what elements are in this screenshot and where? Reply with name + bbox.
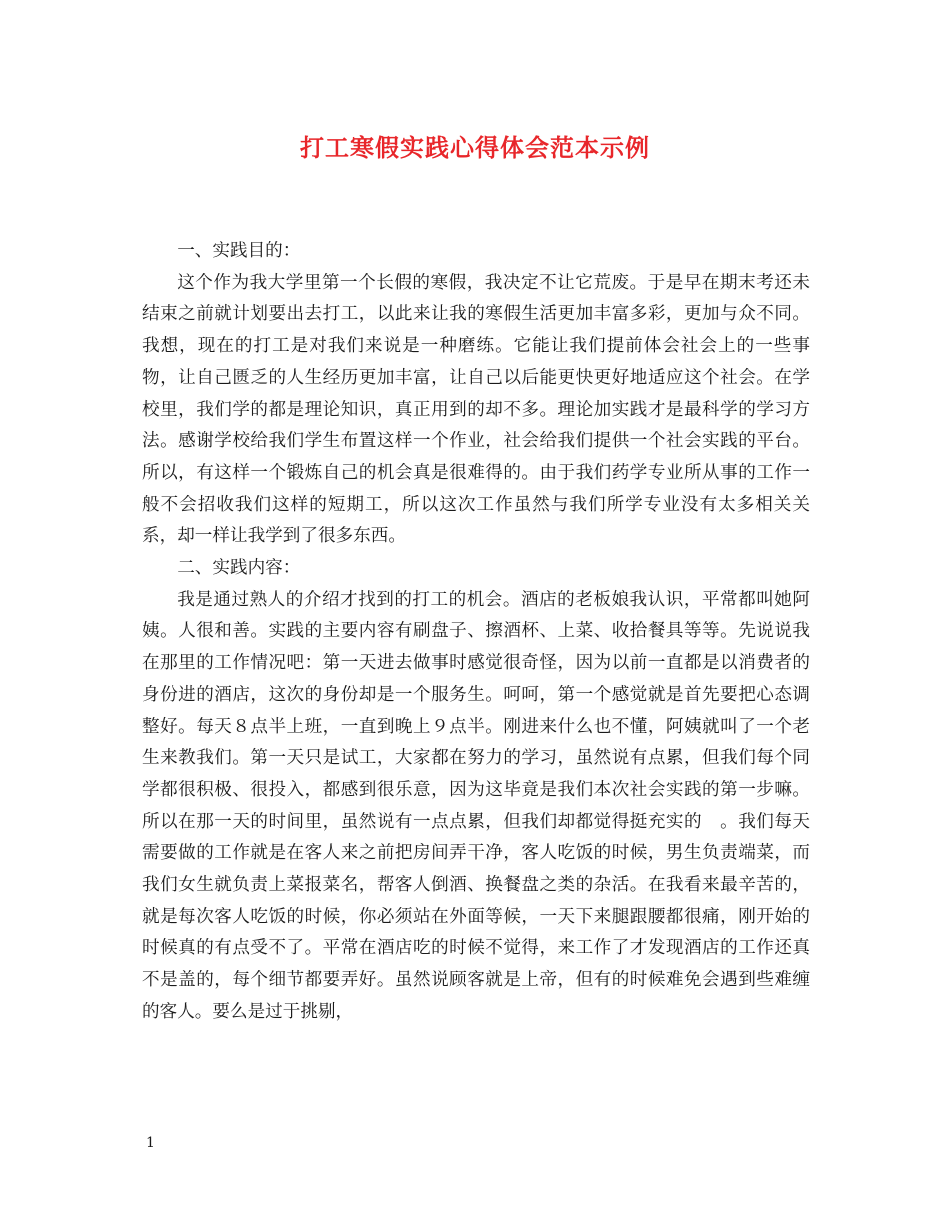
section-heading-content: 二、实践内容： [177,558,301,579]
paragraph-purpose: 这个作为我大学里第一个长假的寒假，我决定不让它荒废。于是早在期末考还未结束之前就计划要出去打工，以此来让我的寒假生活更加丰富多彩，更加与众不同。我想，现在的打工是对我们来说是一种磨练。它能让我们提前体会社会上的一些事物，让自己匮乏的人生经历更加丰富，让自己以后能更快更好地适应这个社会。在学校里，我们学的都是理论知识，真正用到的却不多。理论加实践才是最科学的学习方法。感谢学校给我们学生布置这样一个作业，社会给我们提供一个社会实践的平台。所以，有这样一个锻炼自己的机会真是很难得的。由于我们药学专业所从事的工作一般不会招收我们这样的短期工，所以这次工作虽然与我们所学专业没有太多相关关系，却一样让我学到了很多东西。 [142,272,810,547]
section-heading-purpose: 一、实践目的： [177,241,301,261]
page-number: 1 [146,1135,155,1151]
paragraph-content: 我是通过熟人的介绍才找到的打工的机会。酒店的老板娘我认识，平常都叫她阿姨。人很和善。实践的主要内容有刷盘子、擦酒杯、上菜、收拾餐具等等。先说说我在那里的工作情况吧：第一天进去做事时感觉很奇怪，因为以前一直都是以消费者的身份进的酒店，这次的身份却是一个服务生。呵呵，第一个感觉就是首先要把心态调整好。每天８点半上班，一直到晚上９点半。刚进来什么也不懂，阿姨就叫了一个老生来教我们。第一天只是试工，大家都在努力的学习，虽然说有点累，但我们每个同学都很积极、很投入，都感到很乐意，因为这毕竟是我们本次社会实践的第一步嘛。所以在那一天的时间里，虽然说有一点点累，但我们却都觉得挺充实的 。我们每天需要做的工作就是在客人来之前把房间弄干净，客人吃饭的时候，男生负责端菜，而我们女生就负责上菜报菜名，帮客人倒酒、换餐盘之类的杂活。在我看来最辛苦的，就是每次客人吃饭的时候，你必须站在外面等候，一天下来腿跟腰都很痛，刚开始的时候真的有点受不了。平常在酒店吃的时候不觉得，来工作了才发现酒店的工作还真不是盖的，每个细节都要弄好。虽然说顾客就是上帝，但有的时候难免会遇到些难缠的客人。要么是过于挑剔， [142,589,810,1022]
document-title: 打工寒假实践心得体会范本示例 [300,133,650,162]
document-body [142,236,810,1029]
